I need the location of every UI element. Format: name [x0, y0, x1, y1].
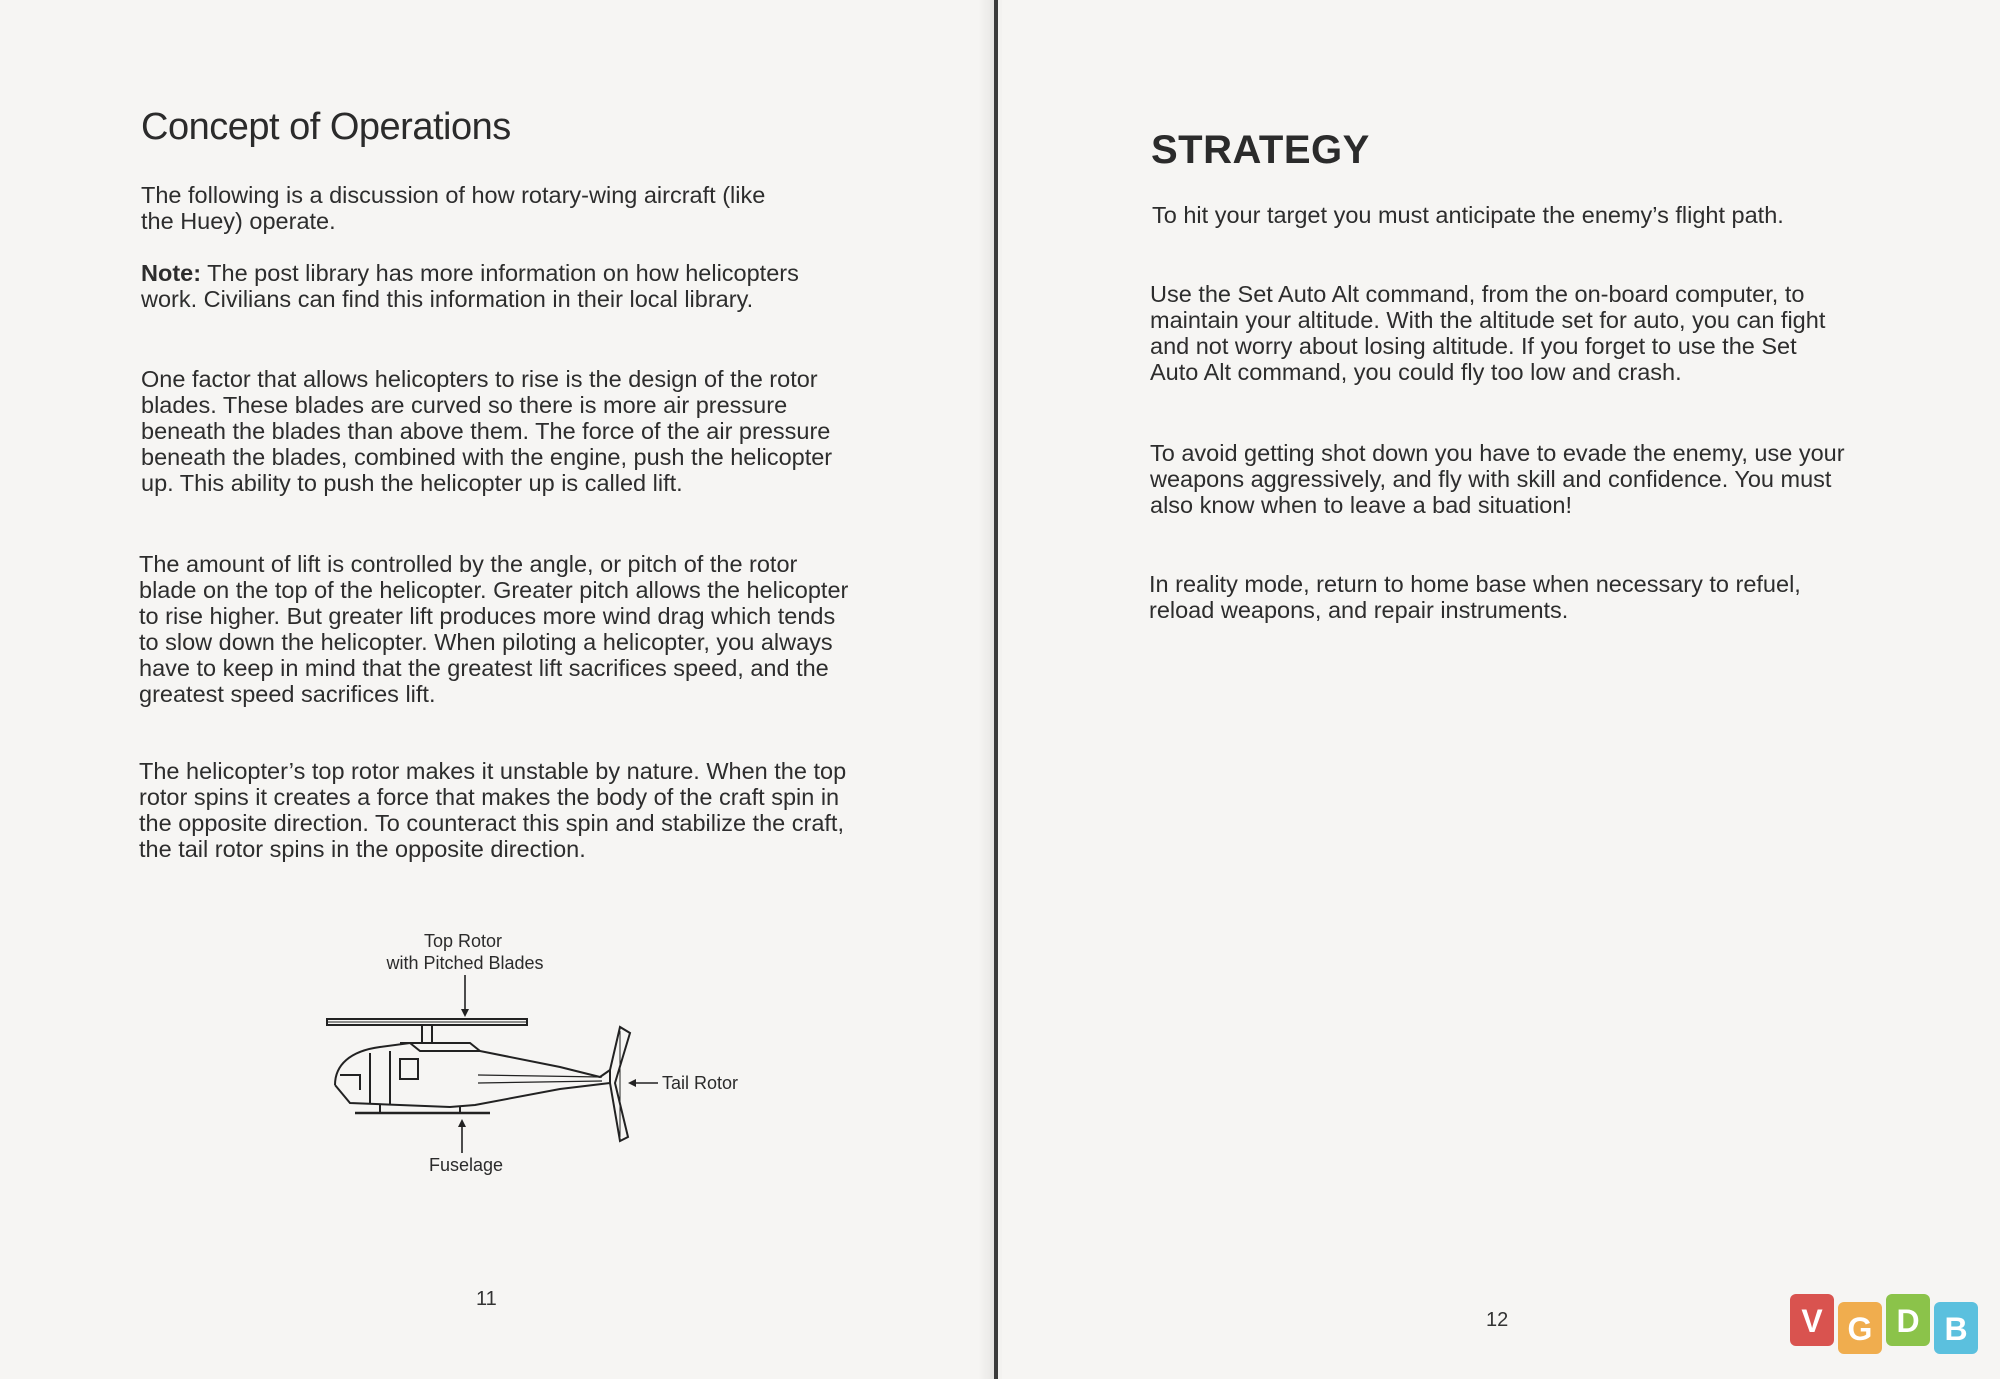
page-number-left: 11	[476, 1288, 497, 1310]
label-tail-rotor: Tail Rotor	[662, 1073, 739, 1093]
logo-letter-g: G	[1847, 1311, 1873, 1347]
lift-paragraph: One factor that allows helicopters to rise is the design of the rotor blades. These blades are curved so there is more air pressure beneath the blades than above them. The force of the air pressure beneath the blades, combined with the engine, push the helicopter up. This ability to push the helicopter up is called lift.	[141, 366, 833, 496]
page-number-right: 12	[1486, 1309, 1509, 1331]
logo-letter-b: B	[1944, 1311, 1968, 1347]
evade-paragraph: To avoid getting shot down you have to evade the enemy, use your weapons aggressively, and fly with skill and confidence. You must also know when to leave a bad situation!	[1150, 440, 1845, 518]
helicopter-diagram-svg	[310, 925, 780, 1185]
logo-tile-g	[1838, 1302, 1882, 1354]
label-pitched-blades: with Pitched Blades	[386, 953, 544, 973]
logo-tile-b	[1934, 1302, 1978, 1354]
label-top-rotor: Top Rotor	[423, 931, 503, 951]
page-heading-strategy: STRATEGY	[1151, 128, 1370, 172]
binding-gutter	[994, 0, 998, 1379]
arrowhead-top-rotor	[461, 1009, 469, 1017]
rotor-paragraph: The helicopter’s top rotor makes it unstable by nature. When the top rotor spins it creates a force that makes the body of the craft spin in the opposite direction. To counteract this spin and stabilize the craft, the tail rotor spins in the opposite direction.	[139, 758, 847, 862]
note-paragraph	[141, 260, 821, 312]
note-label: Note:	[141, 260, 202, 286]
logo-letter-v: V	[1801, 1303, 1823, 1339]
intro-paragraph: The following is a discussion of how rotary-wing aircraft (like the Huey) operate.	[141, 182, 766, 234]
note-text: The post library has more information on how helicopters work. Civilians can find this information in their local library.	[141, 260, 799, 312]
label-fuselage: Fuselage	[428, 1155, 504, 1175]
logo-tile-d	[1886, 1294, 1930, 1346]
pitch-paragraph: The amount of lift is controlled by the angle, or pitch of the rotor blade on the top of the helicopter. Greater pitch allows the helicopter to rise higher. But greater lift produces more wind drag which tends to slow down the helicopter. When piloting a helicopter, you always have to keep in mind that the greatest lift sacrifices speed, and the greatest speed sacrifices lift.	[139, 551, 849, 707]
auto-alt-paragraph: Use the Set Auto Alt command, from the on-board computer, to maintain your altitude. With the altitude set for auto, you can fight and not worry about losing altitude. If you forget to use the Set Auto Alt command, you could fly too low and crash.	[1150, 281, 1826, 385]
target-paragraph: To hit your target you must anticipate the enemy’s flight path.	[1152, 202, 1784, 228]
left-page	[0, 0, 990, 1379]
helicopter-diagram	[310, 925, 780, 1185]
page-heading-concept: Concept of Operations	[141, 106, 511, 148]
vgdb-watermark-logo	[1790, 1292, 1986, 1356]
helicopter-drawing	[327, 1019, 630, 1141]
logo-tile-v	[1790, 1294, 1834, 1346]
reality-paragraph: In reality mode, return to home base when necessary to refuel, reload weapons, and repair instruments.	[1149, 571, 1801, 623]
gutter-shadow	[978, 0, 994, 1379]
arrowhead-fuselage	[458, 1119, 466, 1127]
right-page	[1002, 0, 2000, 1379]
arrowhead-tail-rotor	[628, 1079, 636, 1087]
logo-letter-d: D	[1896, 1303, 1920, 1339]
